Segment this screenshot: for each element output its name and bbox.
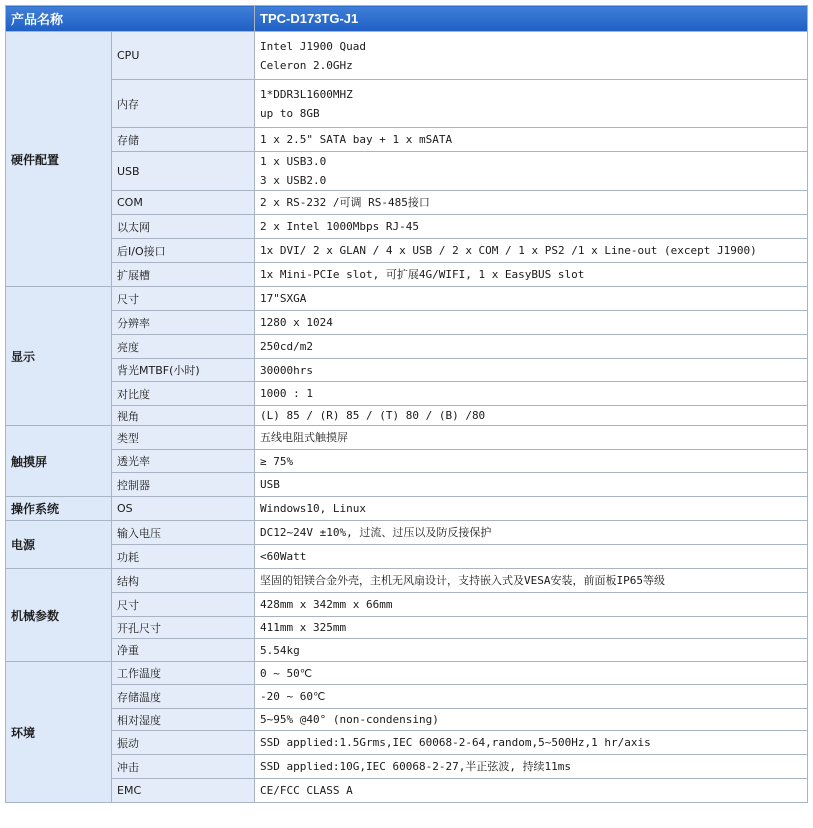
spec-value-line: 5.54kg [260,643,300,657]
spec-value [255,426,808,450]
spec-label: 相对湿度 [112,709,255,731]
spec-label: 振动 [112,731,255,755]
spec-row [6,335,808,359]
spec-value-line: USB [260,478,280,491]
spec-label: 透光率 [112,450,255,473]
spec-value [255,191,808,215]
spec-value [255,128,808,152]
category-cell: 机械参数 [6,569,112,662]
spec-label: 类型 [112,426,255,450]
category-cell: 硬件配置 [6,32,112,287]
spec-row [6,215,808,239]
spec-value [255,731,808,755]
spec-value-line: Celeron 2.0GHz [260,58,353,72]
spec-label: 背光MTBF(小时) [112,359,255,382]
spec-value-line: 1x DVI/ 2 x GLAN / 4 x USB / 2 x COM / 1 x PS2 /1 x Line-out (except J1900) [260,244,757,257]
spec-row [6,32,808,80]
spec-value-line: 五线电阻式触摸屏 [260,431,349,444]
spec-value-line: (L) 85 / (R) 85 / (T) 80 / (B) /80 [260,409,486,422]
spec-value-line: SSD applied:10G,IEC 60068-2-27,半正弦波, 持续11ms [260,760,572,773]
spec-label: 后I/O接口 [112,239,255,263]
spec-row [6,359,808,382]
spec-label: 冲击 [112,755,255,779]
spec-value [255,32,808,80]
spec-label: 存储 [112,128,255,152]
spec-value-line: 1000 : 1 [260,387,313,400]
header-label: 产品名称 [6,6,255,32]
spec-label: CPU [112,32,255,80]
spec-row [6,593,808,617]
spec-row [6,617,808,639]
spec-label: 内存 [112,80,255,128]
spec-label: 扩展槽 [112,263,255,287]
spec-label: 结构 [112,569,255,593]
spec-value-line: 2 x Intel 1000Mbps RJ-45 [260,220,419,233]
spec-row [6,521,808,545]
spec-label: 对比度 [112,382,255,406]
category-cell: 操作系统 [6,497,112,521]
spec-value-line: 1*DDR3L1600MHZ [260,87,353,101]
spec-value-line: Intel J1900 Quad [260,39,366,53]
spec-value [255,497,808,521]
spec-label: 尺寸 [112,287,255,311]
spec-value-line: -20 ~ 60℃ [260,690,326,703]
spec-row [6,80,808,128]
spec-value [255,593,808,617]
spec-label: 亮度 [112,335,255,359]
category-cell: 环境 [6,662,112,803]
spec-value-line: CE/FCC CLASS A [260,784,353,797]
spec-label: 工作温度 [112,662,255,685]
spec-row [6,755,808,779]
spec-value-line: 1280 x 1024 [260,316,333,329]
spec-value-line: 0 ~ 50℃ [260,666,313,680]
spec-value-line: <60Watt [260,550,307,563]
spec-value [255,215,808,239]
spec-value-line: 1x Mini-PCIe slot, 可扩展4G/WIFI, 1 x EasyBUS slot [260,268,585,281]
spec-value [255,473,808,497]
spec-value [255,709,808,731]
spec-value [255,335,808,359]
spec-value-line: 1 x USB3.0 [260,155,327,168]
spec-row [6,545,808,569]
spec-value [255,662,808,685]
spec-label: 控制器 [112,473,255,497]
spec-value [255,779,808,803]
spec-row [6,639,808,662]
spec-label: EMC [112,779,255,803]
spec-row [6,152,808,191]
category-cell: 显示 [6,287,112,426]
spec-row [6,128,808,152]
spec-value-line: 2 x RS-232 /可调 RS-485接口 [260,196,430,209]
spec-label: USB [112,152,255,191]
spec-value-line: 428mm x 342mm x 66mm [260,598,393,611]
spec-label: 尺寸 [112,593,255,617]
spec-value-line: 1 x 2.5" SATA bay + 1 x mSATA [260,133,453,146]
header-row [6,6,808,32]
spec-row [6,311,808,335]
spec-row [6,569,808,593]
spec-value [255,263,808,287]
spec-value-line: 3 x USB2.0 [260,174,327,187]
spec-row [6,709,808,731]
spec-row [6,191,808,215]
spec-row [6,406,808,426]
spec-value [255,382,808,406]
spec-row [6,497,808,521]
spec-value [255,311,808,335]
spec-label: OS [112,497,255,521]
spec-value-line: DC12~24V ±10%, 过流、过压以及防反接保护 [260,526,492,539]
spec-value-line: 坚固的铝镁合金外壳，主机无风扇设计，支持嵌入式及VESA安装，前面板IP65等级 [260,574,665,587]
spec-label: 存储温度 [112,685,255,709]
spec-value-line: ≥ 75% [260,454,294,468]
spec-row [6,662,808,685]
spec-value-line: 411mm x 325mm [260,621,347,634]
spec-value [255,359,808,382]
spec-label: 功耗 [112,545,255,569]
spec-value [255,545,808,569]
spec-value-line: 5~95% @40° (non-condensing) [260,713,439,726]
spec-value [255,406,808,426]
spec-value [255,639,808,662]
spec-value [255,239,808,263]
spec-value [255,569,808,593]
spec-row [6,685,808,709]
spec-row [6,239,808,263]
spec-row [6,731,808,755]
category-cell: 触摸屏 [6,426,112,497]
spec-row [6,263,808,287]
spec-value [255,80,808,128]
spec-value-line: 17"SXGA [260,292,307,305]
spec-label: 以太网 [112,215,255,239]
spec-table [5,5,808,803]
spec-row [6,426,808,450]
spec-value [255,287,808,311]
spec-label: 净重 [112,639,255,662]
spec-value-line: SSD applied:1.5Grms,IEC 60068-2-64,random,5~500Hz,1 hr/axis [260,736,651,749]
header-value: TPC-D173TG-J1 [255,6,808,32]
spec-row [6,382,808,406]
spec-row [6,287,808,311]
category-cell: 电源 [6,521,112,569]
spec-label: 开孔尺寸 [112,617,255,639]
spec-label: 分辨率 [112,311,255,335]
spec-value-line: up to 8GB [260,106,320,120]
spec-value-line: 30000hrs [260,363,313,377]
spec-value [255,685,808,709]
spec-value [255,521,808,545]
spec-row [6,779,808,803]
spec-value [255,755,808,779]
spec-row [6,473,808,497]
spec-label: COM [112,191,255,215]
spec-value [255,617,808,639]
spec-value-line: 250cd/m2 [260,340,313,353]
spec-value [255,152,808,191]
spec-label: 输入电压 [112,521,255,545]
spec-value [255,450,808,473]
spec-row [6,450,808,473]
spec-value-line: Windows10, Linux [260,502,366,515]
spec-label: 视角 [112,406,255,426]
